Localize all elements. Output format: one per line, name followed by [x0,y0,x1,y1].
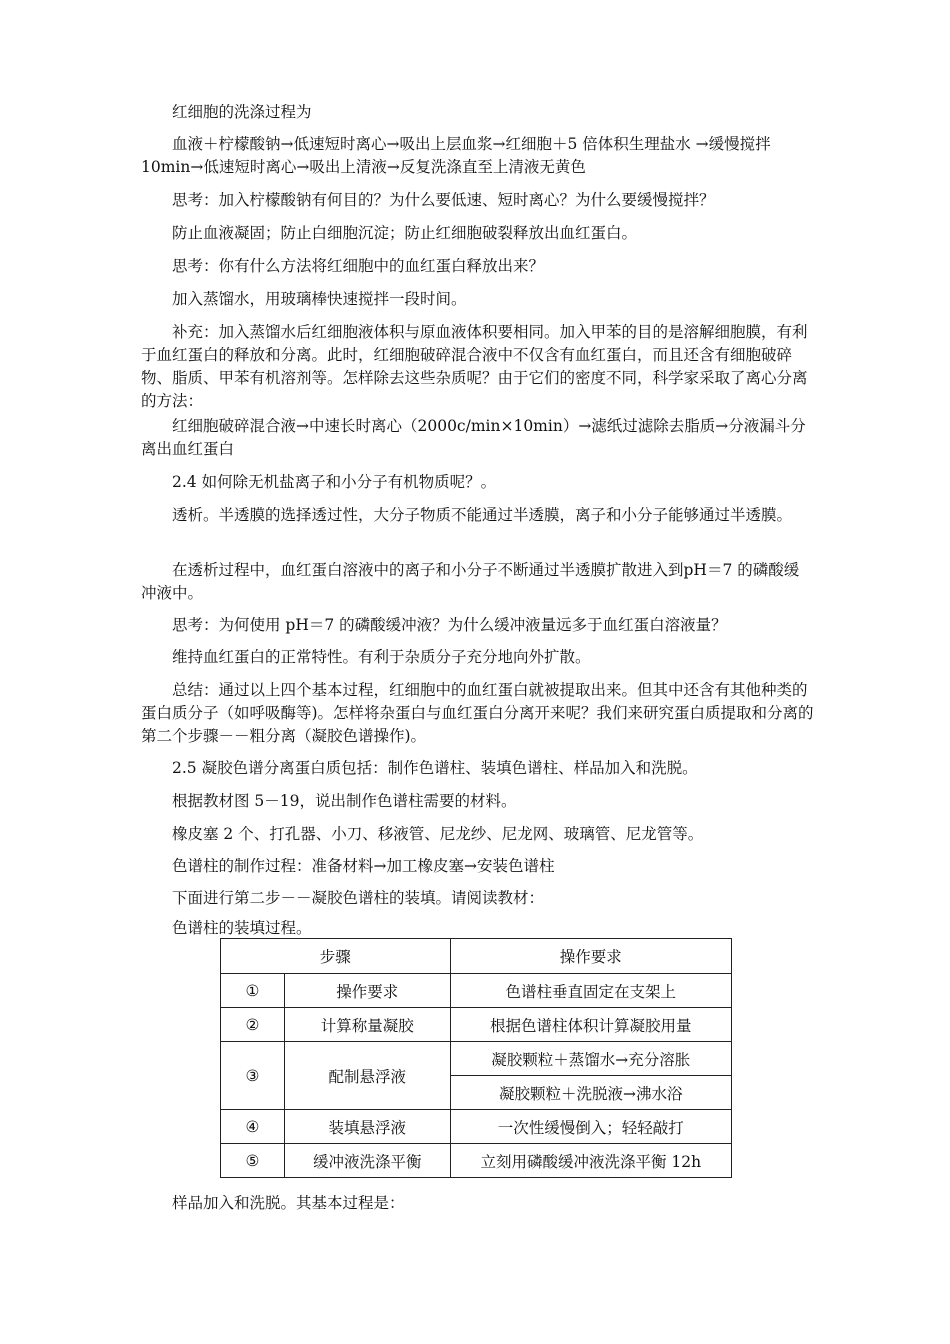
paragraph-answer-3: 维持血红蛋白的正常特性。有利于杂质分子充分地向外扩散。 [172,648,591,666]
step-requirement: 一次性缓慢倒入；轻轻敲打 [450,1110,731,1144]
paragraph-table-caption: 色谱柱的装填过程。 [172,919,312,937]
paragraph-washing-title: 红细胞的洗涤过程为 [172,103,312,121]
step-requirement: 凝胶颗粒＋洗脱液→沸水浴 [450,1076,731,1110]
paragraph-question-2: 思考：你有什么方法将红细胞中的血红蛋白释放出来？ [172,257,545,275]
paragraph-centrifuge-process: 红细胞破碎混合液→中速长时离心（2000c/min×10min）→滤纸过滤除去脂质→分液漏斗分离出血红蛋白 [141,417,806,458]
step-requirement: 凝胶颗粒＋蒸馏水→充分溶胀 [450,1042,731,1076]
paragraph-washing-process: 血液＋柠檬酸钠→低速短时离心→吸出上层血浆→红细胞＋5 倍体积生理盐水 →缓慢搅拌 10min→低速短时离心→吸出上清液→反复洗涤直至上清液无黄色 [141,135,771,176]
step-number: ① [221,974,285,1008]
table-row [221,1110,732,1144]
paragraph-answer-2: 加入蒸馏水，用玻璃棒快速搅拌一段时间。 [172,290,467,308]
paragraph-section-2-5: 2.5 凝胶色谱分离蛋白质包括：制作色谱柱、装填色谱柱、样品加入和洗脱。 [172,759,698,777]
table-header-requirement: 操作要求 [450,939,731,974]
step-name: 操作要求 [284,974,450,1008]
step-requirement: 根据色谱柱体积计算凝胶用量 [450,1008,731,1042]
paragraph-question-3: 思考：为何使用 pH＝7 的磷酸缓冲液？为什么缓冲液量远多于血红蛋白溶液量？ [172,616,727,634]
step-name: 装填悬浮液 [284,1110,450,1144]
step-name: 缓冲液洗涤平衡 [284,1144,450,1178]
packing-steps-table [220,938,732,1178]
paragraph-dialysis-process: 在透析过程中，血红蛋白溶液中的离子和小分子不断通过半透膜扩散进入到pH＝7 的磷酸缓冲液中。 [141,561,800,602]
paragraph-summary: 总结：通过以上四个基本过程，红细胞中的血红蛋白就被提取出来。但其中还含有其他种类的蛋白质分子（如呼吸酶等)。怎样将杂蛋白与血红蛋白分离开来呢？我们来研究蛋白质提取和分离的第二个步骤－－粗分离（凝胶色谱操作)。 [141,681,814,745]
table-header-row [221,939,732,974]
step-number: ③ [221,1042,285,1110]
paragraph-supplement: 补充：加入蒸馏水后红细胞液体积与原血液体积要相同。加入甲苯的目的是溶解细胞膜，有利于血红蛋白的释放和分离。此时，红细胞破碎混合液中不仅含有血红蛋白，而且还含有细胞破碎物、脂质、甲苯有机溶剂等。怎样除去这些杂质呢？由于它们的密度不同，科学家采取了离心分离的方法： [141,323,808,410]
table-row [221,1144,732,1178]
table-row [221,1042,732,1076]
paragraph-answer-1: 防止血液凝固；防止白细胞沉淀；防止红细胞破裂释放出血红蛋白。 [172,224,638,242]
step-number: ② [221,1008,285,1042]
step-requirement: 立刻用磷酸缓冲液洗涤平衡 12h [450,1144,731,1178]
table-header-step: 步骤 [221,939,451,974]
paragraph-dialysis: 透析。半透膜的选择透过性，大分子物质不能通过半透膜，离子和小分子能够通过半透膜。 [172,506,793,524]
paragraph-question-1: 思考：加入柠檬酸钠有何目的？为什么要低速、短时离心？为什么要缓慢搅拌？ [172,191,715,209]
table-row [221,1008,732,1042]
step-number: ④ [221,1110,285,1144]
step-name: 配制悬浮液 [284,1042,450,1110]
paragraph-column-making: 色谱柱的制作过程：准备材料→加工橡皮塞→安装色谱柱 [172,857,555,875]
step-number: ⑤ [221,1144,285,1178]
table-row [221,974,732,1008]
paragraph-column-packing-intro: 下面进行第二步－－凝胶色谱柱的装填。请阅读教材： [172,889,545,907]
paragraph-section-2-4: 2.4 如何除无机盐离子和小分子有机物质呢？。 [172,473,497,491]
paragraph-sample-elution: 样品加入和洗脱。其基本过程是： [172,1194,405,1212]
paragraph-materials-list: 橡皮塞 2 个、打孔器、小刀、移液管、尼龙纱、尼龙网、玻璃管、尼龙管等。 [172,825,704,843]
step-requirement: 色谱柱垂直固定在支架上 [450,974,731,1008]
paragraph-materials-prompt: 根据教材图 5－19，说出制作色谱柱需要的材料。 [172,792,517,810]
step-name: 计算称量凝胶 [284,1008,450,1042]
